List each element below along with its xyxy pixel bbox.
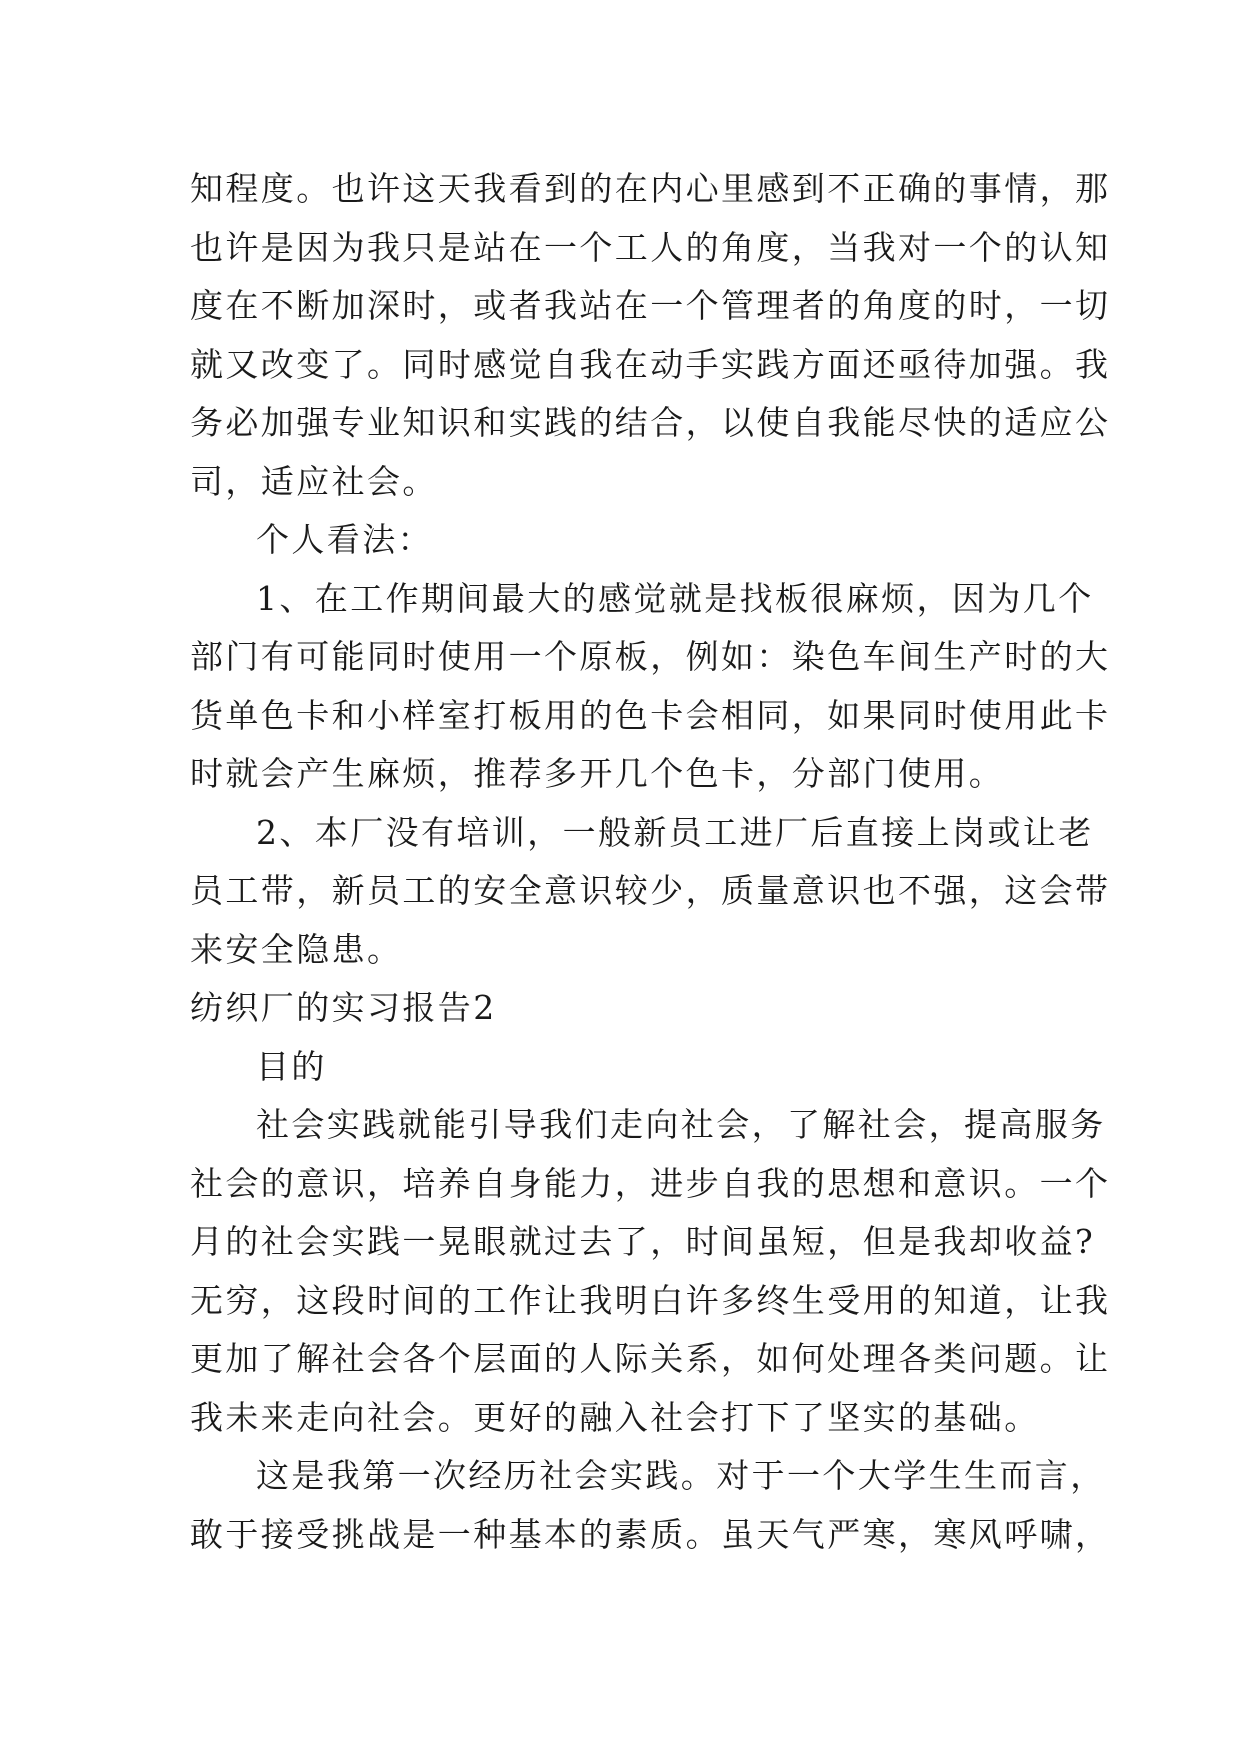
text-line: 无穷，这段时间的工作让我明白许多终生受用的知道，让我 (190, 1280, 1111, 1320)
text-line: 部门有可能同时使用一个原板，例如：染色车间生产时的大 (190, 637, 1111, 676)
text-line: 司，适应社会。 (190, 461, 438, 501)
text-line: 纺织厂的实习报告2 (190, 988, 497, 1027)
text-line: 社会的意识，培养自身能力，进步自我的思想和意识。一个 (190, 1163, 1111, 1203)
text-line: 更加了解社会各个层面的人际关系，如何处理各类问题。让 (190, 1339, 1111, 1378)
text-line: 度在不断加深时，或者我站在一个管理者的角度的时，一切 (190, 286, 1111, 325)
text-line: 货单色卡和小样室打板用的色卡会相同，如果同时使用此卡 (190, 695, 1111, 735)
text-line: 务必加强专业知识和实践的结合，以使自我能尽快的适应公 (190, 403, 1111, 442)
text-line: 月的社会实践一晃眼就过去了，时间虽短，但是我却收益? (190, 1222, 1096, 1261)
text-line: 目的 (256, 1046, 327, 1086)
text-line: 来安全隐患。 (190, 929, 403, 969)
text-line: 就又改变了。同时感觉自我在动手实践方面还亟待加强。我 (190, 344, 1111, 384)
text-line: 也许是因为我只是站在一个工人的角度，当我对一个的认知 (190, 227, 1111, 267)
text-line: 这是我第一次经历社会实践。对于一个大学生生而言， (256, 1456, 1106, 1495)
text-line: 我未来走向社会。更好的融入社会打下了坚实的基础。 (190, 1397, 1040, 1437)
text-line: 敢于接受挑战是一种基本的素质。虽天气严寒，寒风呼啸， (190, 1514, 1111, 1554)
text-line: 社会实践就能引导我们走向社会，了解社会，提高服务 (256, 1105, 1106, 1144)
text-line: 员工带，新员工的安全意识较少，质量意识也不强，这会带 (190, 871, 1111, 910)
text-line: 1、在工作期间最大的感觉就是找板很麻烦，因为几个 (256, 578, 1094, 618)
document-body (190, 160, 1111, 1564)
text-line: 知程度。也许这天我看到的在内心里感到不正确的事情，那 (190, 169, 1111, 208)
text-line: 个人看法： (256, 520, 433, 559)
text-line: 2、本厂没有培训，一般新员工进厂后直接上岗或让老 (256, 812, 1094, 852)
text-line: 时就会产生麻烦，推荐多开几个色卡，分部门使用。 (190, 754, 1005, 793)
